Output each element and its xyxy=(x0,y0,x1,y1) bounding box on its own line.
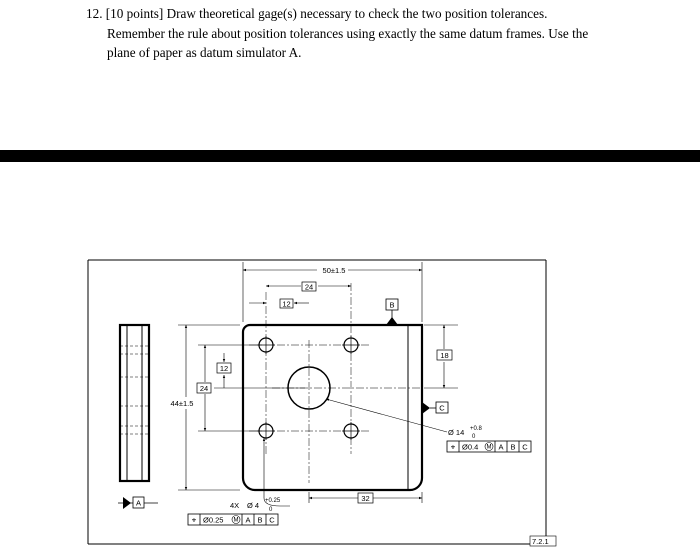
hole-mmc-modifier: M xyxy=(233,517,239,524)
datum-b-label: B xyxy=(389,300,395,310)
question-line-2: Remember the rule about position tolerances using exactly the same datum frames. Use the xyxy=(107,25,589,41)
datum-a-label: A xyxy=(135,498,142,508)
hole-datum-2: B xyxy=(257,515,263,525)
question-points: [10 points] xyxy=(105,6,164,21)
datum-c-feature xyxy=(422,402,448,414)
bore-datum-1: A xyxy=(498,442,504,452)
dim-overall-width: 50±1.5 xyxy=(322,266,346,275)
hole-tol-lower: 0 xyxy=(269,507,273,513)
bore-mmc-modifier: M xyxy=(486,444,492,451)
dim-hole-spacing-x: 24 xyxy=(304,282,314,292)
bore-datum-2: B xyxy=(510,442,516,452)
hole-position-tolerance: Ø0.25 xyxy=(203,515,224,525)
datum-a-feature xyxy=(118,497,158,509)
bore-tol-upper: +0.8 xyxy=(470,426,482,432)
dim-overall-height: 44±1.5 xyxy=(170,399,194,408)
question-line-3: plane of paper as datum simulator A. xyxy=(107,45,302,60)
center-lines xyxy=(249,283,420,483)
hole-datum-3: C xyxy=(269,515,275,525)
hole-position-symbol: ⌖ xyxy=(191,515,197,525)
bore-position-tolerance: Ø0.4 xyxy=(462,442,479,452)
datum-b-feature xyxy=(386,299,398,325)
dim-hole-spacing-y: 24 xyxy=(199,384,209,393)
bore-datum-3: C xyxy=(522,442,528,452)
hole-callout xyxy=(188,438,290,525)
datum-c-label: C xyxy=(439,403,445,413)
side-view xyxy=(120,325,149,481)
hole-tol-upper: +0.25 xyxy=(265,498,281,504)
hole-count: 4X xyxy=(230,501,240,510)
question-number: 12. xyxy=(86,6,103,21)
dim-hole-offset-y: 12 xyxy=(219,364,229,373)
drawing-frame xyxy=(88,260,546,544)
bore-position-symbol: ⌖ xyxy=(450,442,456,452)
dim-hole-offset-x: 12 xyxy=(282,299,291,309)
left-dimensions xyxy=(178,325,305,490)
question-line-1-rest: Draw theoretical gage(s) necessary to check the two position tolerances. xyxy=(166,6,548,21)
dim-bore-offset-x: 32 xyxy=(361,494,370,503)
bore-tol-lower: 0 xyxy=(472,434,476,440)
bore-diameter: Ø 14 xyxy=(448,428,465,437)
hole-datum-1: A xyxy=(245,515,251,525)
dim-bore-offset-y: 18 xyxy=(440,351,449,360)
hole-diameter: Ø 4 xyxy=(247,501,260,510)
figure-label: 7.2.1 xyxy=(532,537,549,546)
